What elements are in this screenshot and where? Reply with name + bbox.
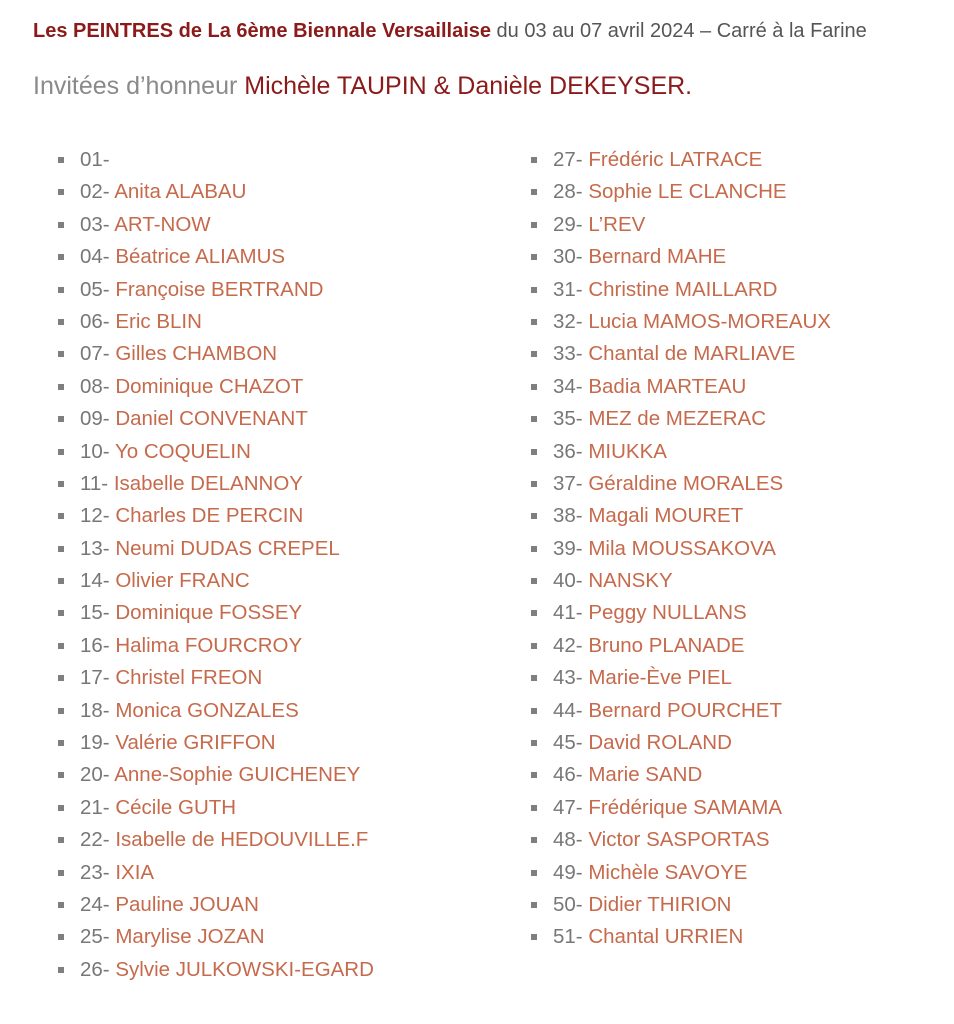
artist-name-link[interactable]: Frédérique SAMAMA [588,795,783,819]
artist-list-item [58,176,374,208]
bullet-icon [531,222,537,228]
bullet-icon [531,351,537,357]
bullet-icon [58,870,64,876]
bullet-icon [58,610,64,616]
bullet-icon [531,416,537,422]
bullet-icon [531,157,537,163]
artist-list-item [531,857,831,889]
artist-number: 02- [80,180,110,204]
artist-number: 05- [80,277,110,301]
bullet-icon [531,675,537,681]
artist-list-item [58,597,374,629]
bullet-icon [58,805,64,811]
artist-list-item [531,144,831,176]
bullet-icon [58,837,64,843]
artist-name-link[interactable]: Béatrice ALIAMUS [115,245,286,269]
artist-name-link[interactable]: Sylvie JULKOWSKI-EGARD [115,957,374,981]
bullet-icon [58,287,64,293]
artist-number: 28- [553,180,583,204]
artist-number: 26- [80,957,110,981]
artist-number: 03- [80,212,110,236]
bullet-icon [58,189,64,195]
artist-list-item [531,565,831,597]
artist-list-item [531,533,831,565]
artist-name-link[interactable]: Frédéric LATRACE [588,148,763,171]
guests-prefix: Invitées d’honneur [33,72,245,100]
artist-name-link[interactable]: Dominique CHAZOT [115,374,304,398]
artist-list-item [58,889,374,921]
bullet-icon [531,837,537,843]
artist-name-link[interactable]: Isabelle de HEDOUVILLE.F [115,828,369,852]
bullet-icon [58,416,64,422]
artist-list-item [531,759,831,791]
artist-number: 48- [553,828,583,852]
artist-number: 14- [80,569,110,593]
artist-number: 40- [553,569,583,593]
artist-number: 34- [553,374,583,398]
artist-name-link[interactable]: ART-NOW [114,212,211,236]
bullet-icon [58,740,64,746]
artist-list-item [531,338,831,370]
artist-number: 16- [80,633,110,657]
artist-number: 50- [553,892,583,916]
artist-number: 33- [553,342,583,366]
artist-number: 35- [553,407,583,431]
artist-name-link[interactable]: Chantal de MARLIAVE [588,342,796,366]
artist-name-link[interactable]: Lucia MAMOS-MOREAUX [588,309,831,333]
artist-name-link[interactable]: Bernard POURCHET [588,698,783,722]
artist-name-link[interactable]: Neumi DUDAS CREPEL [115,536,340,560]
artist-number: 06- [80,309,110,333]
artist-name-link[interactable]: MEZ de MEZERAC [588,407,767,431]
artist-name-link[interactable]: Isabelle DELANNOY [113,471,303,495]
artist-number: 19- [80,731,110,755]
artist-list-item [531,630,831,662]
artist-name-link[interactable]: Badia MARTEAU [588,374,747,398]
bullet-icon [531,449,537,455]
artist-list-item [531,921,831,953]
bullet-icon [58,222,64,228]
artist-list-item [58,500,374,532]
bullet-icon [58,546,64,552]
artist-list-item [58,338,374,370]
artist-name-link[interactable]: Olivier FRANC [115,569,250,593]
artist-list-item [531,695,831,727]
bullet-icon [531,708,537,714]
artist-number: 22- [80,828,110,852]
artist-number: 49- [553,860,583,884]
artist-name-link[interactable]: Gilles CHAMBON [115,342,278,366]
artist-name-link[interactable]: Géraldine MORALES [588,471,784,495]
guests-names[interactable]: Michèle TAUPIN & Danièle DEKEYSER [244,72,686,100]
artist-list-item [58,954,374,986]
artist-name-link[interactable]: Anne-Sophie GUICHENEY [114,763,361,787]
artist-number: 36- [553,439,583,463]
artist-name-link[interactable]: MIUKKA [588,439,667,463]
artist-list-item [58,727,374,759]
bullet-icon [58,708,64,714]
artist-number: 13- [80,536,110,560]
artist-name-link[interactable]: Pauline JOUAN [115,892,259,916]
bullet-icon [531,643,537,649]
artist-number: 11- [80,471,109,495]
bullet-icon [531,578,537,584]
artist-number: 37- [553,471,583,495]
artist-name-link[interactable]: Bernard MAHE [588,245,727,269]
artist-number: 27- [553,148,583,171]
artist-number: 01- [80,148,110,171]
artist-list-item [531,209,831,241]
artist-name-link[interactable]: Eric BLIN [115,309,202,333]
artist-name-link[interactable]: NANSKY [588,569,673,593]
artist-name-link[interactable]: Françoise BERTRAND [115,277,324,301]
bullet-icon [58,351,64,357]
artist-number: 32- [553,309,583,333]
artist-list-item [58,565,374,597]
artist-list-left [58,144,374,986]
bullet-icon [531,546,537,552]
artist-number: 10- [80,439,110,463]
artist-list-item [531,792,831,824]
artist-name-link[interactable]: Charles DE PERCIN [115,504,304,528]
artist-number: 23- [80,860,110,884]
bullet-icon [531,740,537,746]
page-title [33,20,867,43]
bullet-icon [58,967,64,973]
bullet-icon [58,319,64,325]
artist-list-item [58,209,374,241]
artist-list-item [531,500,831,532]
artist-number: 39- [553,536,583,560]
artist-list-item [58,695,374,727]
artist-number: 41- [553,601,583,625]
artist-number: 15- [80,601,110,625]
artist-list-item [58,857,374,889]
artist-name-link[interactable]: Bruno PLANADE [588,633,745,657]
bullet-icon [531,384,537,390]
artist-list-item [58,274,374,306]
artist-list-item [58,759,374,791]
artist-number: 18- [80,698,110,722]
artist-name-link[interactable]: Halima FOURCROY [115,633,303,657]
artist-number: 24- [80,892,110,916]
bullet-icon [58,449,64,455]
artist-number: 21- [80,795,110,819]
exhibition-title: Les PEINTRES de La 6ème Biennale Versaillaise [33,20,491,42]
artist-name-link[interactable]: Valérie GRIFFON [115,731,276,755]
guests-of-honour [33,72,692,101]
bullet-icon [531,934,537,940]
artist-list-item [531,597,831,629]
bullet-icon [58,513,64,519]
artist-name-link[interactable]: Dominique FOSSEY [115,601,303,625]
bullet-icon [531,805,537,811]
artist-list-item [531,727,831,759]
bullet-icon [58,675,64,681]
bullet-icon [531,870,537,876]
artist-number: 42- [553,633,583,657]
artist-name-link[interactable]: Didier THIRION [588,892,732,916]
bullet-icon [531,319,537,325]
artist-name-link[interactable]: Sophie LE CLANCHE [588,180,787,204]
artist-name-link[interactable]: Marie-Ève PIEL [588,666,732,690]
artist-number: 51- [553,925,583,949]
artist-number: 38- [553,504,583,528]
bullet-icon [58,643,64,649]
artist-name-link[interactable]: Peggy NULLANS [588,601,747,625]
artist-list-item [58,792,374,824]
artist-number: 07- [80,342,110,366]
artist-number: 31- [553,277,583,301]
artist-list-item [531,824,831,856]
artist-list-item [58,403,374,435]
artist-list-item [58,241,374,273]
artist-name-link[interactable]: Michèle SAVOYE [588,860,748,884]
bullet-icon [58,481,64,487]
artist-name-link[interactable]: Mila MOUSSAKOVA [588,536,776,560]
artist-list-item [58,468,374,500]
bullet-icon [58,254,64,260]
artist-list-item [531,436,831,468]
artist-number: 17- [80,666,110,690]
artist-list-item [58,533,374,565]
artist-name-link[interactable]: Chantal URRIEN [588,925,744,949]
artist-list-item [531,468,831,500]
bullet-icon [58,578,64,584]
artist-name-link[interactable]: Marylise JOZAN [115,925,265,949]
bullet-icon [58,772,64,778]
artist-list-item [58,921,374,953]
artist-list-item [58,436,374,468]
artist-number: 44- [553,698,583,722]
bullet-icon [531,481,537,487]
artist-list-item [58,824,374,856]
artist-list-item [531,662,831,694]
artist-name-redacted [115,144,330,176]
artist-name-link[interactable]: Monica GONZALES [115,698,299,722]
artist-name-link[interactable]: L’REV [588,212,646,236]
artist-name-link[interactable]: Marie SAND [588,763,703,787]
artist-number: 43- [553,666,583,690]
artist-number: 08- [80,374,110,398]
bullet-icon [58,384,64,390]
artist-list-item [531,274,831,306]
artist-number: 29- [553,212,583,236]
artist-name-link[interactable]: Victor SASPORTAS [588,828,770,852]
artist-list-item [531,371,831,403]
artist-number: 47- [553,795,583,819]
bullet-icon [58,934,64,940]
artist-name-link[interactable]: Cécile GUTH [115,795,237,819]
bullet-icon [531,287,537,293]
bullet-icon [531,610,537,616]
artist-name-link[interactable]: Daniel CONVENANT [115,407,308,431]
artist-number: 04- [80,245,110,269]
artist-number: 09- [80,407,110,431]
artist-name-link[interactable]: Yo COQUELIN [114,439,251,463]
artist-number: 45- [553,731,583,755]
artist-list-item [531,241,831,273]
artist-number: 12- [80,504,110,528]
artist-list-item [58,144,374,176]
bullet-icon [531,254,537,260]
artist-list-item [531,306,831,338]
artist-name-link[interactable]: David ROLAND [588,731,732,755]
guests-suffix: . [685,72,693,100]
artist-number: 30- [553,245,583,269]
artist-number: 25- [80,925,110,949]
bullet-icon [531,189,537,195]
artist-list-item [58,371,374,403]
artist-list-item [58,662,374,694]
artist-list-right [531,144,831,954]
artist-name-link[interactable]: Christine MAILLARD [588,277,778,301]
artist-number: 20- [80,763,110,787]
artist-list-item [58,306,374,338]
bullet-icon [531,902,537,908]
bullet-icon [531,513,537,519]
artist-list-item [58,630,374,662]
artist-name-link[interactable]: Christel FREON [115,666,263,690]
artist-name-link[interactable]: Anita ALABAU [114,180,247,204]
exhibition-dates-venue: du 03 au 07 avril 2024 – Carré à la Farine [491,20,867,42]
artist-name-link[interactable]: Magali MOURET [588,504,744,528]
bullet-icon [58,902,64,908]
artist-list-item [531,176,831,208]
artist-number: 46- [553,763,583,787]
artist-name-link[interactable]: IXIA [115,860,155,884]
artist-list-item [531,889,831,921]
bullet-icon [531,772,537,778]
artist-list-item [531,403,831,435]
bullet-icon [58,157,64,163]
